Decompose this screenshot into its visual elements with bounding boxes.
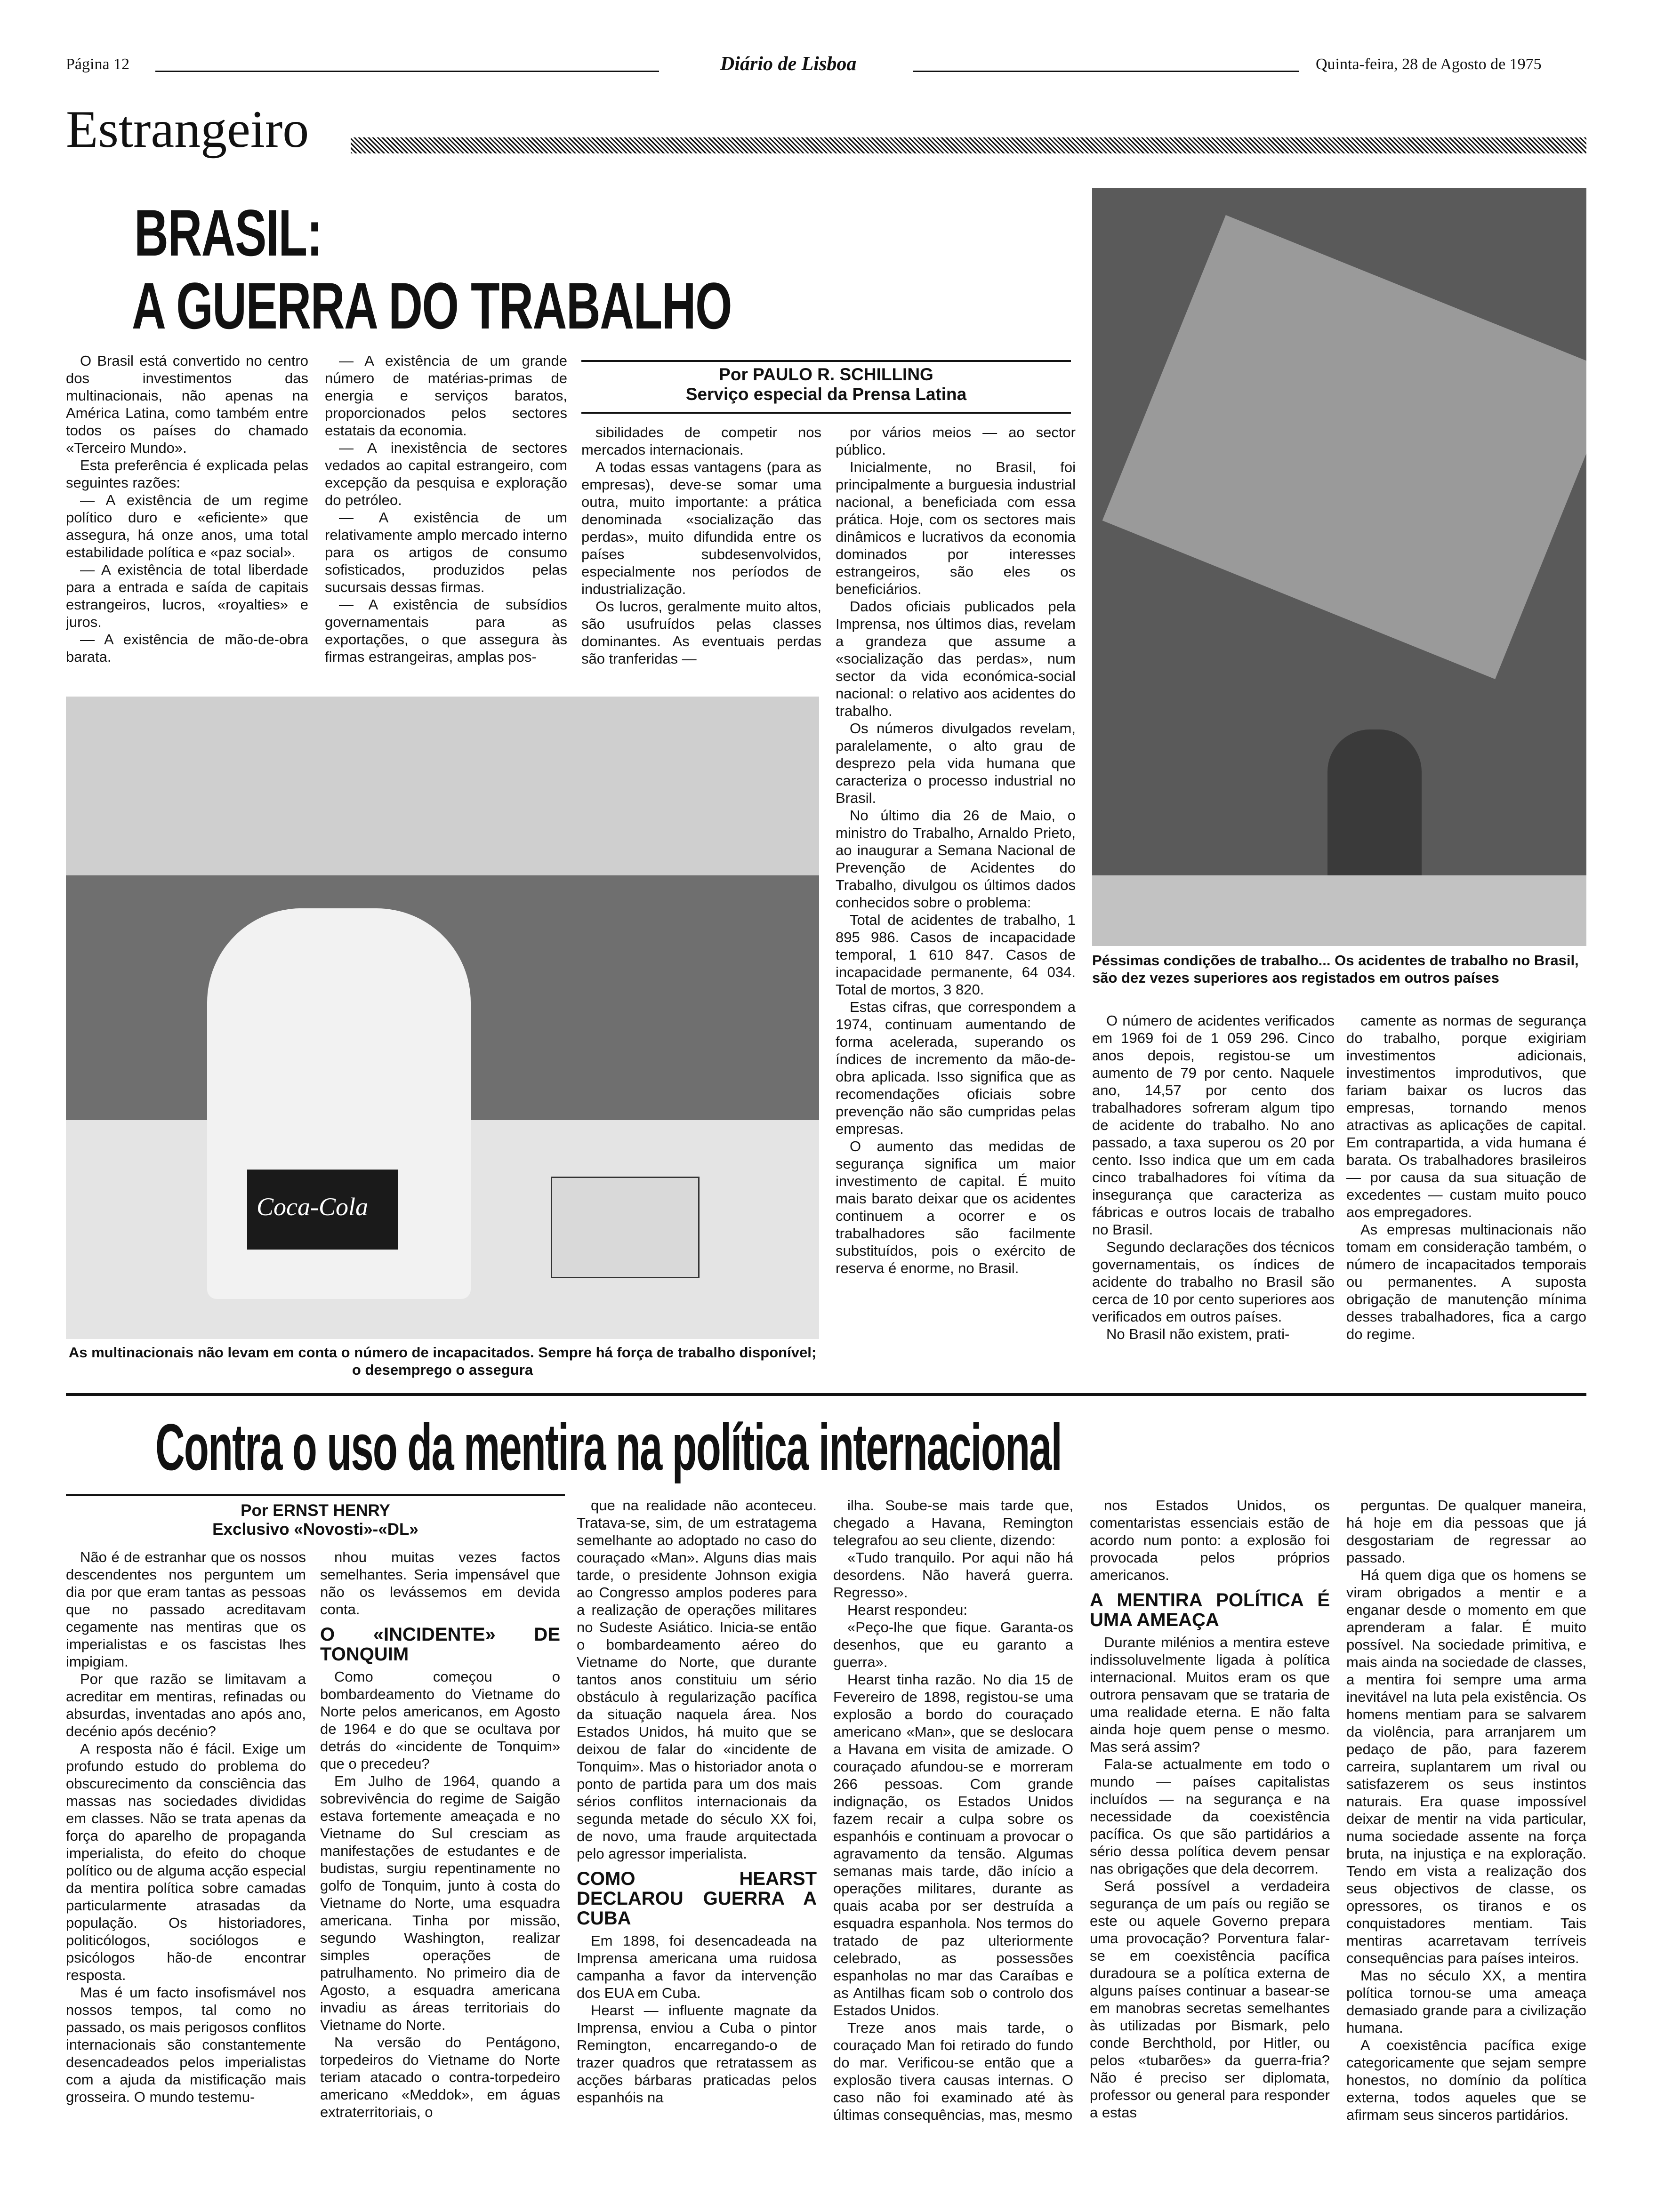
- subheading-mentira: A MENTIRA POLÍTICA É UMA AMEAÇA: [1090, 1590, 1330, 1630]
- paragraph: — A existência de um regime político duro e «eficiente» que assegura, há onze anos, uma total estabilidade política e «paz social».: [66, 492, 308, 561]
- article1-headline-line1: BRASIL:: [134, 196, 322, 270]
- paragraph: sibilidades de competir nos mercados internacionais.: [581, 424, 821, 458]
- photo-industrial-machine: [1092, 188, 1586, 946]
- subheading-tonquim: O «INCIDENTE» DE TONQUIM: [320, 1624, 560, 1665]
- article2-column-2: [320, 1548, 560, 2188]
- paragraph: perguntas. De qualquer maneira, há hoje em dia pessoas que já desgostariam de regressar ao passado.: [1346, 1497, 1586, 1566]
- article1-author: Por PAULO R. SCHILLING: [719, 365, 933, 384]
- paragraph: que na realidade não aconteceu. Tratava-se, sim, de um estratagema semelhante ao adoptado no caso do couraçado «Man». Alguns dias mais tarde, o presidente Johnson exigia ao Congresso amplos poderes para a realização de operações militares no Sudeste Asiático. Inicia-se então o bombardeamento aéreo do Vietname do Norte, que durante tantos anos constituiu um sério obstáculo à regularização pacífica da situação naquela área. Nos Estados Unidos, há muito que se deixou de falar do «incidente de Tonquim». Mas o historiador anota o ponto de partida para um dos mais sérios conflitos internacionais da segunda metade do século XX foi, de novo, uma fraude arquitectada pelo agressor imperialista.: [577, 1497, 817, 1862]
- article2-author: Por ERNST HENRY: [241, 1501, 390, 1520]
- paragraph: Dados oficiais publicados pela Imprensa, nos últimos dias, revelam a grandeza que assume a «socialização das perdas», num sector da vida económica-social nacional: o relativo aos acidentes do trabalho.: [836, 598, 1076, 719]
- paragraph: Inicialmente, no Brasil, foi principalmente a burguesia industrial nacional, a beneficiada com essa prática. Hoje, com os sectores mais dinâmicos e lucrativos da economia dominados por interesses estrangeiros, são eles os beneficiários.: [836, 459, 1076, 597]
- photo-floor: [1092, 875, 1586, 946]
- paragraph: Como começou o bombardeamento do Vietname do Norte pelos americanos, em Agosto de 1964 e do que se ocultava por detrás do «incidente de Tonquim» que o precedeu?: [320, 1668, 560, 1772]
- article-divider: [66, 1393, 1586, 1396]
- byline-rule-bottom: [581, 412, 1071, 414]
- paragraph: As empresas multinacionais não tomam em consideração também, o número de incapacitados temporais ou permanentes. A suposta obrigação de manutenção mínima desses trabalhadores, fica a cargo do regime.: [1346, 1221, 1586, 1342]
- paragraph: «Peço-lhe que fique. Garanta-os desenhos, que eu garanto a guerra».: [833, 1619, 1073, 1670]
- article1-column-6: [1346, 1012, 1586, 1370]
- photo-machine-body: [1102, 215, 1586, 679]
- paragraph: — A existência de mão-de-obra barata.: [66, 631, 308, 665]
- paragraph: Mas no século XX, a mentira política tornou-se uma ameaça demasiado grande para a civilização humana.: [1346, 1967, 1586, 2036]
- paragraph: Hearst tinha razão. No dia 15 de Fevereiro de 1898, registou-se uma explosão a bordo do couraçado americano «Man», que se deslocara a Havana em visita de amizade. O couraçado afundou-se e morreram 266 pessoas. Com grande indignação, os Estados Unidos fazem recair a culpa sobre os espanhóis e continuam a provocar o agravamento da tensão. Algumas semanas mais tarde, dão início a operações militares, durante as quais acaba por ser destruída a esquadra espanhola. Nos termos do tratado de paz ulteriormente celebrado, as possessões espanholas no mar das Caraíbas e as Antilhas ficam sob o controlo dos Estados Unidos.: [833, 1671, 1073, 2019]
- masthead-rule-right: [913, 71, 1299, 72]
- paragraph: nhou muitas vezes factos semelhantes. Seria impensável que não os levássemos em devida conta.: [320, 1549, 560, 1618]
- paragraph: O aumento das medidas de segurança significa um maior investimento de capital. É muito mais barato deixar que os acidentes continuem a ocorrer e os trabalhadores são facilmente substituídos, pois o exército de reserva é enorme, no Brasil.: [836, 1138, 1076, 1276]
- byline-rule-top: [581, 360, 1071, 362]
- article2-column-5: [1090, 1497, 1330, 2188]
- article1-column-5: [1092, 1012, 1335, 1370]
- article1-byline: [581, 365, 1071, 404]
- paragraph: Segundo declarações dos técnicos governamentais, os índices de acidente do trabalho no Brasil são cerca de 10 por cento superiores aos verificados em outros países.: [1092, 1239, 1335, 1325]
- article2-headline: Contra o uso da mentira na política internacional: [155, 1410, 1062, 1484]
- section-hatch-bar: [351, 137, 1586, 153]
- newspaper-name: Diário de Lisboa: [720, 53, 857, 75]
- paragraph: — A existência de um relativamente amplo mercado interno para os artigos de consumo sofisticados, produzidos pelas sucursais dessas firmas.: [325, 509, 567, 595]
- coca-cola-logo-text: Coca-Cola: [257, 1193, 368, 1221]
- subheading-hearst: COMO HEARST DECLAROU GUERRA A CUBA: [577, 1868, 817, 1929]
- article2-column-6: [1346, 1497, 1586, 2188]
- paragraph: Não é de estranhar que os nossos descendentes nos perguntem um dia por que eram tantas as pessoas que no passado acreditavam cegamente nas mentiras que os imperialistas e os fascistas lhes impigiam.: [66, 1549, 306, 1670]
- article2-byline: [66, 1501, 565, 1539]
- photo2-caption: Péssimas condições de trabalho... Os acidentes de trabalho no Brasil, são dez vezes superiores aos registados em outros países: [1092, 952, 1579, 986]
- coca-cola-logo-icon: [247, 1170, 398, 1250]
- paragraph: Durante milénios a mentira esteve indissoluvelmente ligada à política internacional. Muitos eram os que outrora pensavam que se trataria de uma realidade eterna. E não falta ainda hoje quem pense o mesmo. Mas será assim?: [1090, 1634, 1330, 1755]
- paragraph: — A existência de total liberdade para a entrada e saída de capitais estrangeiros, lucros, «royalties» e juros.: [66, 561, 308, 630]
- paragraph: camente as normas de segurança do trabalho, porque exigiriam investimentos adicionais, investimentos improdutivos, que fariam baixar os lucros das empresas, tornando menos atractivas as aplicações de capital. Em contrapartida, a vida humana é barata. Os trabalhadores brasileiros — por causa da sua situação de excedentes — custam muito pouco aos empregadores.: [1346, 1012, 1586, 1220]
- paragraph: «Tudo tranquilo. Por aqui não há desordens. Não haverá guerra. Regresso».: [833, 1549, 1073, 1601]
- paragraph: Por que razão se limitavam a acreditar em mentiras, refinadas ou absurdas, inventadas ano após ano, decénio após decénio?: [66, 1671, 306, 1739]
- paragraph: — A existência de um grande número de matérias-primas de energia e serviços baratos, proporcionados pelos sectores estatais da economia.: [325, 353, 567, 439]
- paragraph: Em Julho de 1964, quando a sobrevivência do regime de Saigão estava fortemente ameaçada e no Vietname do Sul cresciam as manifestações de estudantes e de budistas, surgiu repentinamente no golfo de Tonquim, junto à costa do Vietname do Norte, uma esquadra americana. Tinha por missão, segundo Washington, realizar simples operações de patrulhamento. No primeiro dia de Agosto, a esquadra americana invadiu as áreas territoriais do Vietname do Norte.: [320, 1773, 560, 2033]
- paragraph: Fala-se actualmente em todo o mundo — países capitalistas incluídos — na segurança e na necessidade da coexistência pacífica. Os que são partidários a sério dessa política devem pensar nas obrigações que dela decorrem.: [1090, 1756, 1330, 1877]
- byline2-rule: [66, 1494, 565, 1496]
- paragraph: O número de acidentes verificados em 1969 foi de 1 059 296. Cinco anos depois, registou-se um aumento de 79 por cento. Naquele ano, 14,57 por cento dos trabalhadores sofreram algum tipo de acidente do trabalho. No ano passado, a taxa superou os 20 por cento. Isso indica que um em cada cinco trabalhadores foi vítima da insegurança que caracteriza as fábricas e outros locais de trabalho no Brasil.: [1092, 1012, 1335, 1238]
- photo1-caption: As multinacionais não levam em conta o número de incapacitados. Sempre há força de trabalho disponível; o desemprego o assegura: [68, 1344, 817, 1378]
- paragraph: Será possível a verdadeira segurança de um país ou região se este ou aquele Governo prepara uma provocação? Porventura falar-se em coexistência pacífica duradoura se a política externa de alguns países continuar a basear-se em manobras secretas semelhantes às utilizadas por Bismark, pelo conde Berchthold, por Hitler, ou pelos «tubarões» da guerra-fria? Não é preciso ser diplomata, professor ou general para responder a estas: [1090, 1878, 1330, 2121]
- photo-factory-background: [66, 697, 819, 875]
- paragraph: O Brasil está convertido no centro dos investimentos das multinacionais, não apenas na América Latina, como também entre todos os países do chamado «Terceiro Mundo».: [66, 353, 308, 456]
- article2-column-1: [66, 1548, 306, 2188]
- paragraph: por vários meios — ao sector público.: [836, 424, 1076, 458]
- paragraph: A todas essas vantagens (para as empresas), deve-se somar uma outra, muito importante: a prática denominada «socialização das perdas», muito difundida entre os países subdesenvolvidos, especialmente nos períodos de industrialização.: [581, 459, 821, 597]
- article1-column-4: [836, 424, 1076, 1370]
- paragraph: Total de acidentes de trabalho, 1 895 986. Casos de incapacidade temporal, 1 610 847. Casos de incapacidade permanente, 64 034. Total de mortos, 3 820.: [836, 912, 1076, 998]
- paragraph: Em 1898, foi desencadeada na Imprensa americana uma ruidosa campanha a favor da intervenção dos EUA em Cuba.: [577, 1932, 817, 2001]
- paragraph: — A existência de subsídios governamentais para as exportações, o que assegura às firmas estrangeiras, amplas pos-: [325, 596, 567, 665]
- paragraph: Treze anos mais tarde, o couraçado Man foi retirado do fundo do mar. Verificou-se então que a explosão tivera causas internas. O caso não foi examinado até às últimas consequências, mas, mesmo: [833, 2020, 1073, 2123]
- paragraph: Mas é um facto insofismável nos nossos tempos, tal como no passado, os mais perigosos conflitos internacionais são constantemente desencadeados pelos imperialistas com a ajuda da mistificação mais grosseira. O mundo testemu-: [66, 1984, 306, 2105]
- paragraph: Os lucros, geralmente muito altos, são usufruídos pelas classes dominantes. As eventuais perdas são tranferidas —: [581, 598, 821, 667]
- paragraph: ilha. Soube-se mais tarde que, chegado a Havana, Remington telegrafou ao seu cliente, dizendo:: [833, 1497, 1073, 1548]
- paragraph: Esta preferência é explicada pelas seguintes razões:: [66, 457, 308, 491]
- paragraph: Os números divulgados revelam, paralelamente, o alto grau de desprezo pela vida humana que caracteriza o processo industrial no Brasil.: [836, 720, 1076, 806]
- paragraph: Na versão do Pentágono, torpedeiros do Vietname do Norte teriam atacado o contra-torpedeiro americano «Meddok», em águas extraterritoriais, o: [320, 2034, 560, 2120]
- page-number: Página 12: [66, 56, 130, 73]
- paragraph: — A inexistência de sectores vedados ao capital estrangeiro, com excepção da pesquisa e exploração do petróleo.: [325, 440, 567, 508]
- article1-column-2: [325, 352, 567, 684]
- paragraph: No último dia 26 de Maio, o ministro do Trabalho, Arnaldo Prieto, ao inaugurar a Semana Nacional de Prevenção de Acidentes do Trabalho, divulgou os últimos dados conhecidos sobre o problema:: [836, 807, 1076, 911]
- article1-column-3: [581, 424, 821, 685]
- article2-column-4: [833, 1497, 1073, 2188]
- paragraph: Estas cifras, que correspondem a 1974, continuam aumentando de forma acelerada, superando os índices de incremento da mão-de-obra aplicada. Isso significa que as recomendações oficiais sobre prevenção não são cumpridas pelas empresas.: [836, 999, 1076, 1137]
- paragraph: A resposta não é fácil. Exige um profundo estudo do problema do obscurecimento da consciência das massas nas sociedades divididas em classes. Não se trata apenas da força do aparelho de propaganda imperialista, do efeito do choque político ou de alguma acção especial da mentira política sobre camadas particularmente atrasadas da população. Os historiadores, politicólogos, sociólogos e psicólogos hão-de encontrar resposta.: [66, 1740, 306, 1983]
- article2-agency: Exclusivo «Novosti»-«DL»: [212, 1520, 418, 1539]
- paragraph: No Brasil não existem, prati-: [1106, 1326, 1290, 1342]
- photo-coca-cola-factory: [66, 697, 819, 1339]
- masthead-rule-left: [155, 71, 659, 72]
- paragraph: A coexistência pacífica exige categoricamente que sejam sempre honestos, no domínio da política externa, todos aqueles que se afirmam seus sinceros partidários.: [1346, 2037, 1586, 2123]
- paragraph: Hearst — influente magnate da Imprensa, enviou a Cuba o pintor Remington, encarregando-o de trazer quadros que retratassem as acções bárbaras praticadas pelos espanhóis na: [577, 2002, 817, 2106]
- article1-headline-line2: A GUERRA DO TRABALHO: [132, 269, 732, 343]
- article1-agency: Serviço especial da Prensa Latina: [685, 385, 967, 404]
- photo-control-panel: [551, 1177, 700, 1278]
- paragraph: Hearst respondeu:: [847, 1602, 968, 1618]
- issue-date: Quinta-feira, 28 de Agosto de 1975: [1316, 56, 1542, 73]
- paragraph: nos Estados Unidos, os comentaristas essenciais estão de acordo num ponto: a explosão foi provocada pelos próprios americanos.: [1090, 1497, 1330, 1583]
- article1-column-1: [66, 352, 308, 684]
- paragraph: Há quem diga que os homens se viram obrigados a mentir e a enganar desde o momento em que aprenderam a falar. É muito possível. Na sociedade primitiva, e mais ainda na sociedade de classes, a mentira foi sempre uma arma inevitável na luta pela existência. Os homens mentiam para se salvarem da violência, para arranjarem um pedaço de pão, para fazerem carreira, suplantarem um rival ou satisfazerem os seus instintos naturais. Era quase impossível deixar de mentir na vida particular, numa sociedade assente na força bruta, na injustiça e na exploração. Tendo em vista a realização dos seus objectivos de classe, os opressores, os tiranos e os conquistadores mentiam. Tais mentiras acarretavam terríveis consequências para países inteiros.: [1346, 1567, 1586, 1966]
- article2-column-3: [577, 1497, 817, 2188]
- section-title: Estrangeiro: [66, 100, 309, 159]
